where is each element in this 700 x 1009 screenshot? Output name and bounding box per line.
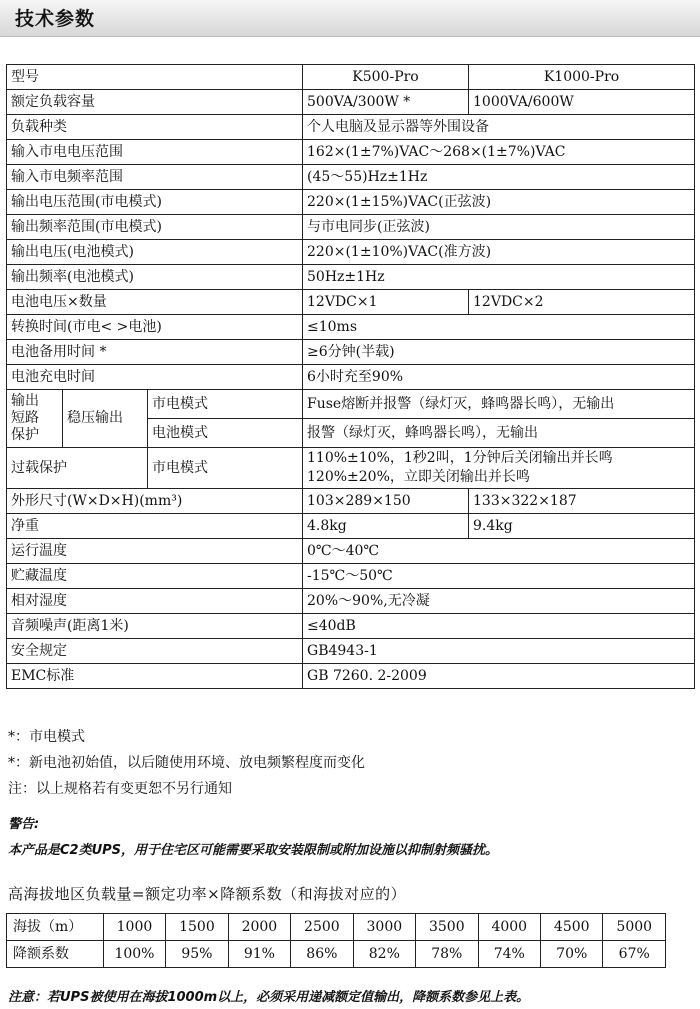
spec-value: GB4943-1 — [303, 639, 695, 664]
spec-value: -15℃～50℃ — [303, 564, 695, 589]
table-row — [7, 215, 695, 240]
note-line: 注：以上规格若有变更恕不另行通知 — [8, 781, 232, 797]
spec-label: 音频噪声(距离1米) — [7, 614, 303, 639]
table-row — [7, 165, 695, 190]
spec-mode: 电池模式 — [148, 419, 303, 448]
derating-title: 高海拔地区负载量=额定功率×降额系数（和海拔对应的） — [8, 885, 407, 903]
spec-label: 额定负载容量 — [7, 90, 303, 115]
note-line: *：新电池初始值，以后随使用环境、放电频繁程度而变化 — [8, 755, 365, 771]
factor-cell: 78% — [416, 941, 478, 968]
spec-label: 转换时间(市电< >电池) — [7, 315, 303, 340]
spec-value: 162×(1±7%)VAC～268×(1±7%)VAC — [303, 140, 695, 165]
altitude-cell: 3500 — [416, 914, 478, 941]
spec-label — [7, 390, 63, 448]
altitude-cell: 1000 — [103, 914, 165, 941]
spec-label: 安全规定 — [7, 639, 303, 664]
spec-value-k500: K500-Pro — [303, 65, 469, 90]
factor-cell: 86% — [291, 941, 353, 968]
table-row — [7, 514, 695, 539]
notes — [8, 724, 688, 802]
spec-table — [6, 64, 695, 689]
spec-label: 外形尺寸(W×D×H)(mm³) — [7, 489, 303, 514]
spec-label: 输出频率范围(市电模式) — [7, 215, 303, 240]
table-row — [7, 664, 695, 689]
overload-line: 110%±10%，1秒2叫，1分钟后关闭输出并长鸣 — [307, 450, 613, 466]
spec-label: 型号 — [7, 65, 303, 90]
table-row — [7, 90, 695, 115]
spec-value: ≤10ms — [303, 315, 695, 340]
table-row — [7, 365, 695, 390]
spec-label: 相对湿度 — [7, 589, 303, 614]
table-row — [7, 290, 695, 315]
factor-cell: 100% — [103, 941, 165, 968]
spec-label: 过载保护 — [7, 448, 148, 489]
table-row — [7, 564, 695, 589]
spec-value: 220×(1±15%)VAC(正弦波) — [303, 190, 695, 215]
table-row — [7, 190, 695, 215]
spec-label: EMC标准 — [7, 664, 303, 689]
altitude-cell: 4000 — [478, 914, 540, 941]
spec-label: 输入市电频率范围 — [7, 165, 303, 190]
spec-value: (45～55)Hz±1Hz — [303, 165, 695, 190]
group-label-line: 短路 — [11, 410, 39, 426]
spec-sublabel: 稳压输出 — [63, 390, 148, 448]
spec-value: 0℃～40℃ — [303, 539, 695, 564]
overload-line: 120%±20%，立即关闭输出并长鸣 — [307, 469, 530, 485]
table-row — [7, 614, 695, 639]
spec-value: 与市电同步(正弦波) — [303, 215, 695, 240]
table-row — [7, 914, 666, 941]
spec-value: 6小时充至90% — [303, 365, 695, 390]
spec-value: ≤40dB — [303, 614, 695, 639]
page-title: 技术参数 — [15, 8, 96, 30]
table-row — [7, 589, 695, 614]
altitude-label: 海拔（m） — [7, 914, 104, 941]
spec-value-k1000: 12VDC×2 — [469, 290, 695, 315]
spec-value: ≥6分钟(半载) — [303, 340, 695, 365]
spec-label: 电池备用时间 * — [7, 340, 303, 365]
factor-label: 降额系数 — [7, 941, 104, 968]
table-row — [7, 265, 695, 290]
table-row — [7, 639, 695, 664]
spec-label: 电池电压×数量 — [7, 290, 303, 315]
spec-value: Fuse熔断并报警（绿灯灭，蜂鸣器长鸣），无输出 — [303, 390, 695, 419]
spec-label: 输出频率(电池模式) — [7, 265, 303, 290]
factor-cell: 91% — [228, 941, 290, 968]
spec-value-k1000: 1000VA/600W — [469, 90, 695, 115]
spec-value: 报警（绿灯灭，蜂鸣器长鸣），无输出 — [303, 419, 695, 448]
altitude-cell: 2500 — [291, 914, 353, 941]
altitude-cell: 1500 — [166, 914, 228, 941]
table-row — [7, 115, 695, 140]
table-row — [7, 448, 695, 489]
altitude-cell: 2000 — [228, 914, 290, 941]
table-row — [7, 340, 695, 365]
table-row — [7, 941, 666, 968]
spec-value-k500: 103×289×150 — [303, 489, 469, 514]
spec-value: 220×(1±10%)VAC(准方波) — [303, 240, 695, 265]
spec-value-k1000: 9.4kg — [469, 514, 695, 539]
table-row — [7, 240, 695, 265]
group-label-line: 保护 — [11, 427, 39, 443]
warning-title: 警告: — [8, 817, 40, 832]
spec-label: 贮藏温度 — [7, 564, 303, 589]
spec-label: 输出电压范围(市电模式) — [7, 190, 303, 215]
group-label-line: 输出 — [11, 393, 39, 409]
table-row — [7, 539, 695, 564]
spec-value: 个人电脑及显示器等外围设备 — [303, 115, 695, 140]
table-row — [7, 65, 695, 90]
spec-value: 50Hz±1Hz — [303, 265, 695, 290]
derating-table — [6, 913, 666, 968]
altitude-cell: 5000 — [603, 914, 666, 941]
footer-note: 注意：若UPS被使用在海拔1000m以上，必须采用递减额定值输出，降额系数参见上表。 — [8, 990, 530, 1005]
factor-cell: 95% — [166, 941, 228, 968]
header-bar — [0, 0, 700, 37]
spec-mode: 市电模式 — [148, 390, 303, 419]
factor-cell: 82% — [353, 941, 415, 968]
spec-value — [303, 448, 695, 489]
spec-label: 净重 — [7, 514, 303, 539]
spec-mode: 市电模式 — [148, 448, 303, 489]
altitude-cell: 4500 — [541, 914, 603, 941]
note-line: *：市电模式 — [8, 729, 85, 745]
table-row — [7, 489, 695, 514]
spec-label: 输入市电电压范围 — [7, 140, 303, 165]
table-row — [7, 315, 695, 340]
spec-value-k500: 4.8kg — [303, 514, 469, 539]
spec-value: GB 7260. 2-2009 — [303, 664, 695, 689]
spec-label: 电池充电时间 — [7, 365, 303, 390]
spec-value-k500: 500VA/300W * — [303, 90, 469, 115]
spec-label: 运行温度 — [7, 539, 303, 564]
spec-label: 负载种类 — [7, 115, 303, 140]
spec-value: 20%～90%,无冷凝 — [303, 589, 695, 614]
factor-cell: 67% — [603, 941, 666, 968]
table-row — [7, 390, 695, 419]
spec-value-k1000: K1000-Pro — [469, 65, 695, 90]
warning-text: 本产品是C2类UPS，用于住宅区可能需要采取安装限制或附加设施以抑制射频骚扰。 — [8, 843, 499, 858]
spec-value-k1000: 133×322×187 — [469, 489, 695, 514]
spec-label: 输出电压(电池模式) — [7, 240, 303, 265]
factor-cell: 74% — [478, 941, 540, 968]
altitude-cell: 3000 — [353, 914, 415, 941]
factor-cell: 70% — [541, 941, 603, 968]
spec-value-k500: 12VDC×1 — [303, 290, 469, 315]
table-row — [7, 140, 695, 165]
